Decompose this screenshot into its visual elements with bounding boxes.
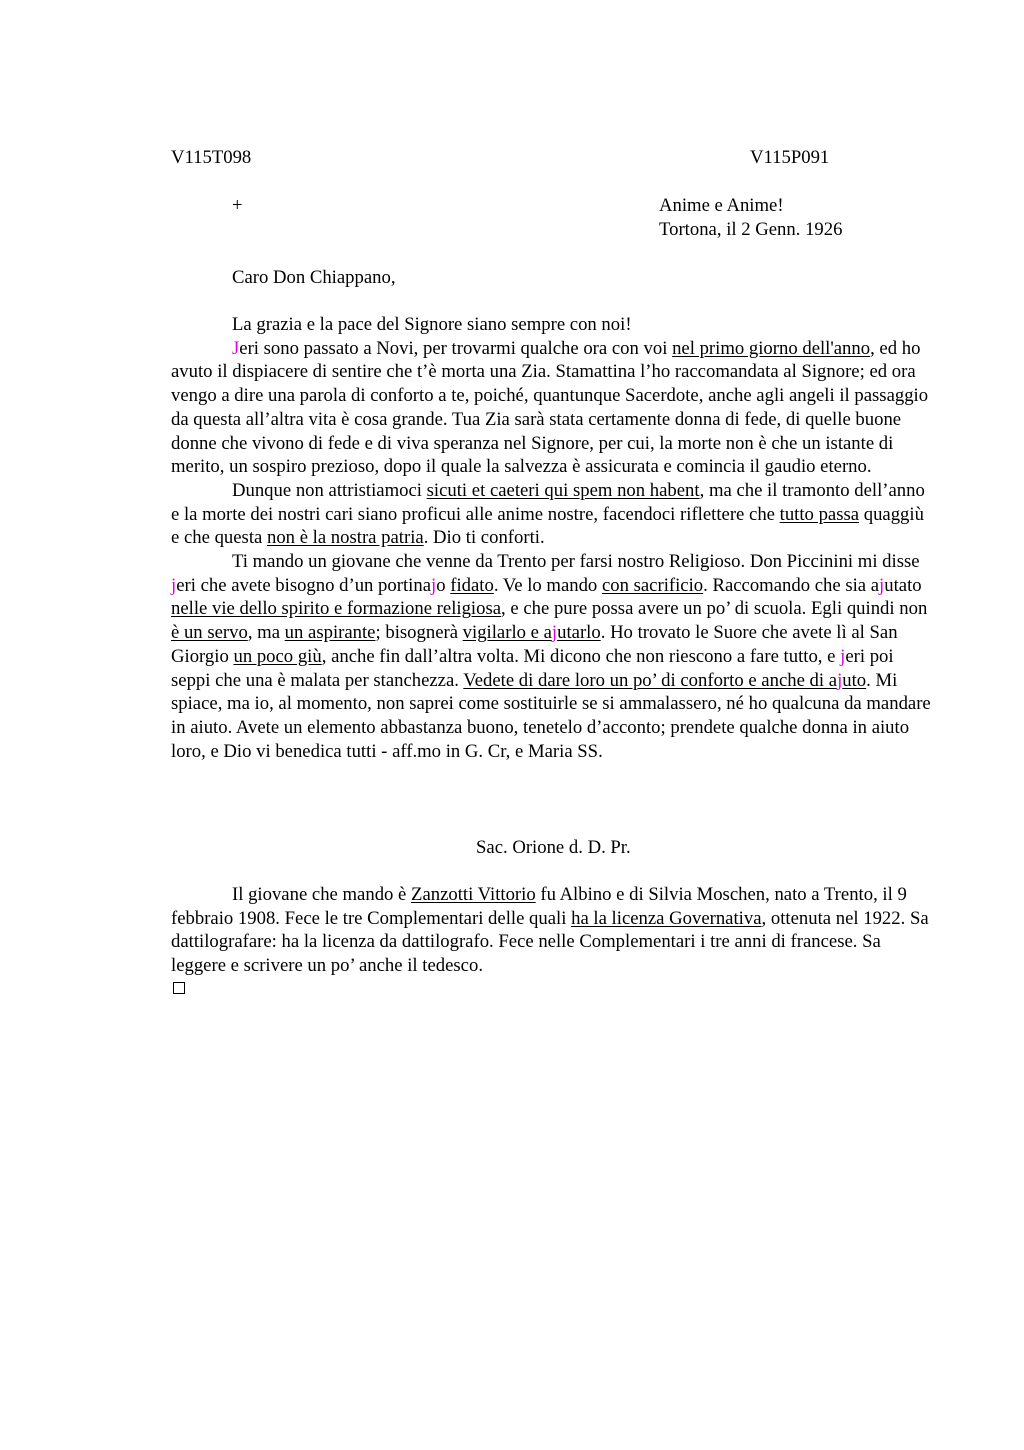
- highlighted-letter: j: [879, 574, 885, 596]
- underlined-phrase: con sacrificio: [601, 574, 704, 596]
- paragraph-2: Dunque non attristiamoci sicuti et caeteri qui spem non habent, ma che il tramonto dell’anno e la morte dei nostri cari siano proficui alle anime nostre, facendoci riflettere che tutto passa quaggiù e che questa non è la nostra patria. Dio ti conforti.: [171, 479, 925, 549]
- underlined-phrase: Zanzotti Vittorio: [411, 884, 536, 905]
- paragraph-3: Ti mando un giovane che venne da Trento per farsi nostro Religioso. Don Piccinini mi disse jeri che avete bisogno d’un portinajo fidato. Ve lo mando con sacrificio. Raccomando che sia ajutato nelle vie dello spirito e formazione religiosa, e che pure possa avere un po’ di scuola. Egli quindi non è un servo, ma un aspirante; bisognerà vigilarlo e ajutarlo. Ho trovato le Suore che avete lì al San Giorgio un poco giù, anche fin dall’altra volta. Mi dicono che non riescono a fare tutto, e jeri poi seppi che una è malata per stanchezza. Vedete di dare loro un po’ di conforto e anche di ajuto. Mi spiace, ma io, al momento, non saprei come sostituirle se si ammalassero, né ho qualcuna da mandare in aiuto. Avete un elemento abbastanza buono, tenetelo d’acconto; prendete qualche donna in aiuto loro, e Dio vi benedica tutti - aff.mo in G. Cr, e Maria SS.: [171, 551, 931, 762]
- greeting-line: La grazia e la pace del Signore siano sempre con noi!: [232, 314, 632, 335]
- underlined-phrase: nel primo giorno dell'anno: [672, 337, 871, 359]
- signature: Sac. Orione d. D. Pr.: [476, 837, 631, 858]
- underlined-phrase: sicuti et caeteri qui spem non habent: [426, 479, 700, 501]
- motto: Anime e Anime!: [659, 195, 784, 216]
- underlined-phrase: un poco giù: [233, 645, 322, 667]
- cross-mark: +: [232, 195, 243, 216]
- highlighted-letter: j: [431, 574, 437, 596]
- underlined-phrase: è un servo: [171, 622, 248, 644]
- letter-body: [171, 313, 931, 763]
- underlined-phrase: tutto passa: [779, 503, 860, 525]
- highlighted-letter: j: [840, 645, 846, 667]
- place-date: Tortona, il 2 Genn. 1926: [659, 219, 843, 240]
- highlighted-letter: j: [171, 574, 177, 596]
- document-code-right: V115P091: [750, 147, 830, 168]
- underlined-phrase: un aspirante: [284, 622, 376, 644]
- underlined-phrase: ha la licenza Governativa: [571, 907, 762, 929]
- underlined-phrase: vigilarlo e ajutarlo: [462, 622, 601, 644]
- postscript-paragraph: Il giovane che mando è Zanzotti Vittorio fu Albino e di Silvia Moschen, nato a Trento, il 9 febbraio 1908. Fece le tre Complementari delle quali ha la licenza Governativa, ottenuta nel 1922. Sa dattilografare: ha la licenza da dattilografo. Fece nelle Complementari i tre anni di francese. Sa leggere e scrivere un po’ anche il tedesco.: [171, 884, 929, 977]
- underlined-phrase: fidato: [450, 574, 494, 596]
- underlined-phrase: nelle vie dello spirito e formazione religiosa: [171, 598, 502, 620]
- end-square-icon: [173, 982, 185, 994]
- paragraph-1: Jeri sono passato a Novi, per trovarmi qualche ora con voi nel primo giorno dell'anno, ed ho avuto il dispiacere di sentire che t’è morta una Zia. Stamattina l’ho raccomandata al Signore; ed ora vengo a dire una parola di conforto a te, poiché, quantunque Sacerdote, anche agli angeli il passaggio da questa all’altra vita è cosa grande. Tua Zia sarà stata certamente donna di fede, di quelle buone donne che vivono di fede e di viva speranza nel Signore, per cui, la morte non è che un istante di merito, un sospiro prezioso, dopo il quale la salvezza è assicurata e comincia il gaudio eterno.: [171, 337, 929, 478]
- highlighted-letter: J: [232, 337, 240, 359]
- highlighted-letter: j: [551, 622, 558, 644]
- postscript: [171, 883, 931, 978]
- underlined-phrase: Vedete di dare loro un po’ di conforto e anche di ajuto: [463, 669, 867, 691]
- document-code-left: V115T098: [171, 147, 252, 168]
- salutation: Caro Don Chiappano,: [232, 267, 396, 288]
- highlighted-letter: j: [837, 669, 843, 691]
- underlined-phrase: non è la nostra patria: [266, 527, 424, 549]
